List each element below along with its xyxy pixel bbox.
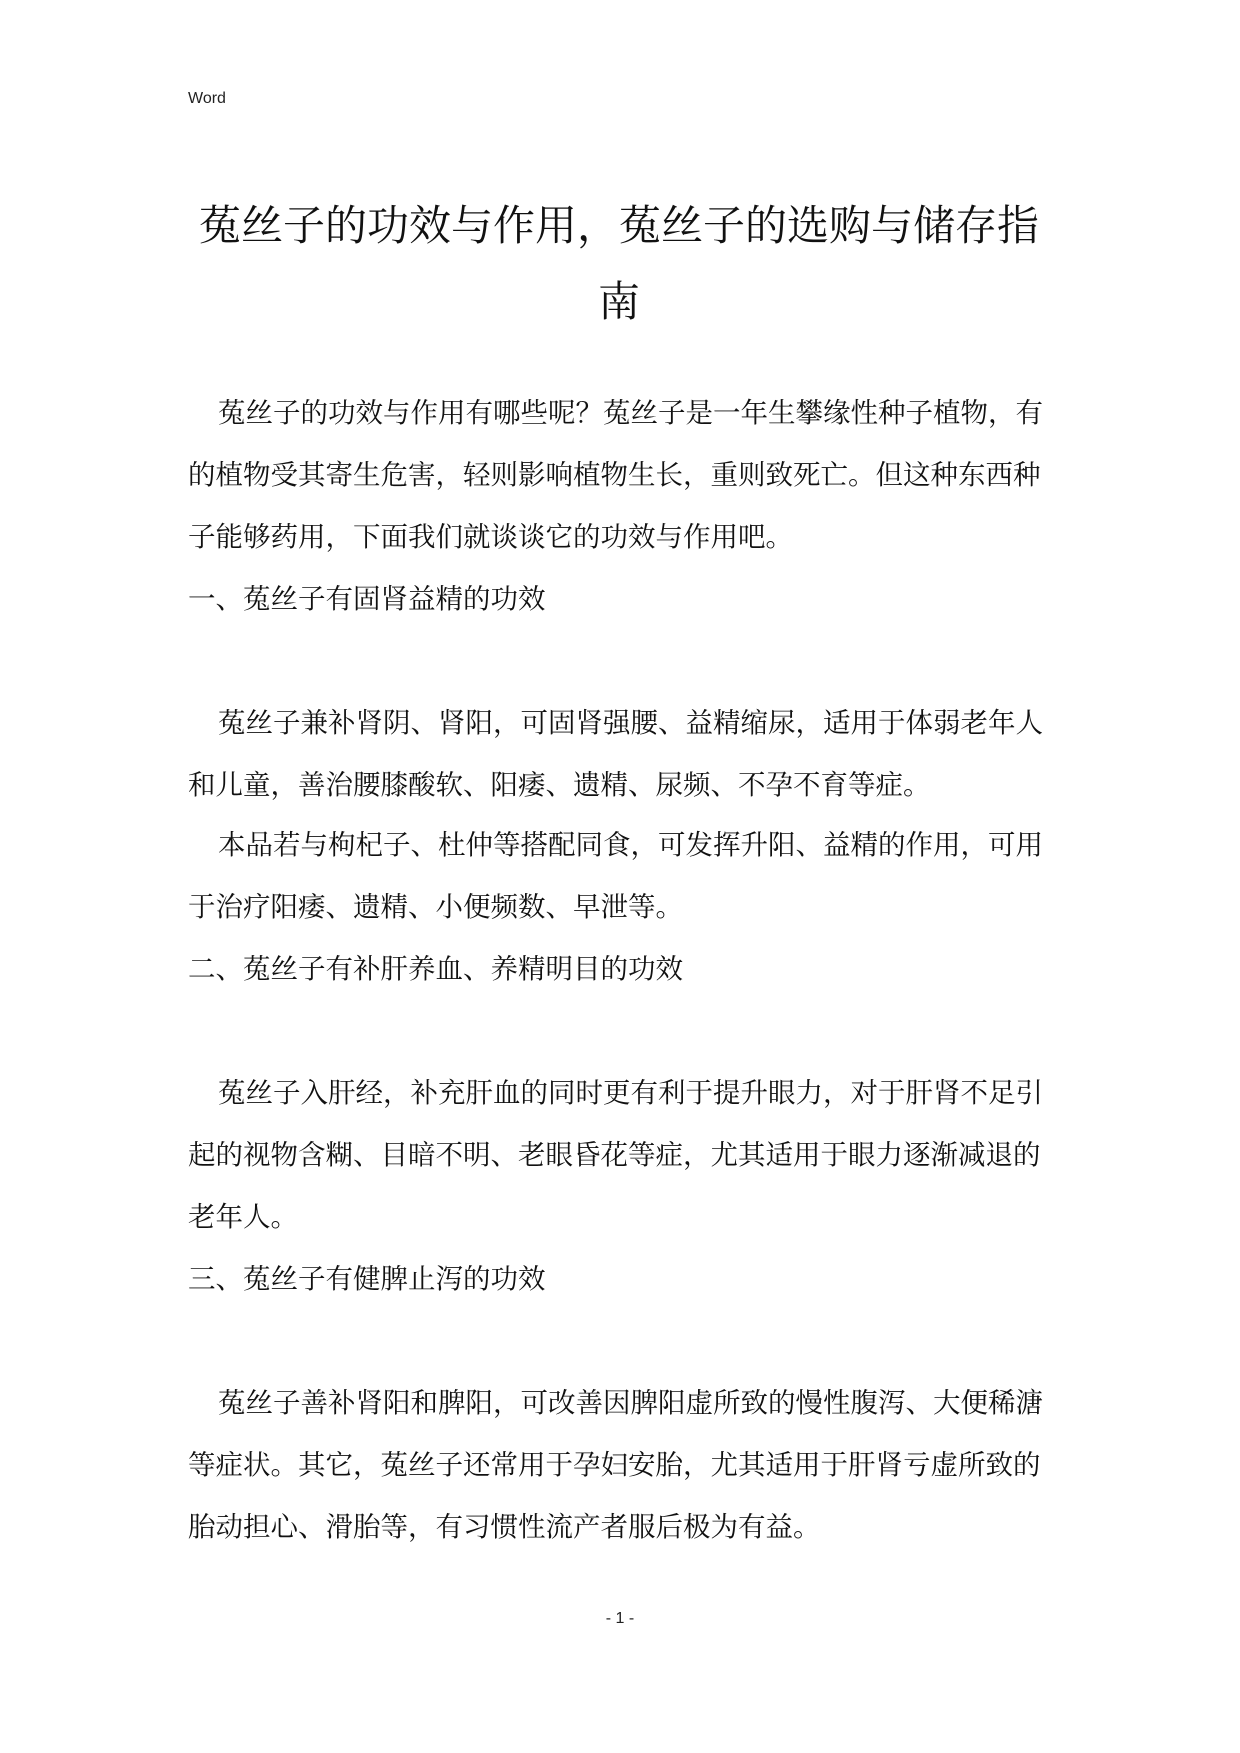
intro-paragraph: 菟丝子的功效与作用有哪些呢？菟丝子是一年生攀缘性种子植物，有的植物受其寄生危害，轻则影响植物生长，重则致死亡。但这种东西种子能够药用，下面我们就谈谈它的功效与作用吧。 bbox=[188, 397, 1043, 553]
document-body bbox=[188, 382, 1050, 1558]
section-heading-2: 二、菟丝子有补肝养血、养精明目的功效 bbox=[188, 953, 683, 985]
page-title: 菟丝子的功效与作用，菟丝子的选购与储存指南 bbox=[198, 201, 1039, 326]
section-2-paragraph-1: 菟丝子入肝经，补充肝血的同时更有利于提升眼力，对于肝肾不足引起的视物含糊、目暗不明、老眼昏花等症，尤其适用于眼力逐渐减退的老年人。 bbox=[188, 1077, 1043, 1233]
section-3-paragraph-1: 菟丝子善补肾阳和脾阳，可改善因脾阳虚所致的慢性腹泻、大便稀溏等症状。其它，菟丝子还常用于孕妇安胎，尤其适用于肝肾亏虚所致的胎动担心、滑胎等，有习惯性流产者服后极为有益。 bbox=[188, 1387, 1043, 1543]
page-number: - 1 - bbox=[605, 1610, 635, 1627]
section-1-paragraph-2: 本品若与枸杞子、杜仲等搭配同食，可发挥升阳、益精的作用，可用于治疗阳痿、遗精、小便频数、早泄等。 bbox=[188, 829, 1043, 923]
section-1-paragraph-1: 菟丝子兼补肾阴、肾阳，可固肾强腰、益精缩尿，适用于体弱老年人和儿童，善治腰膝酸软、阳痿、遗精、尿频、不孕不育等症。 bbox=[188, 707, 1043, 801]
header-label: Word bbox=[188, 90, 226, 107]
section-heading-3: 三、菟丝子有健脾止泻的功效 bbox=[188, 1263, 546, 1295]
section-heading-1: 一、菟丝子有固肾益精的功效 bbox=[188, 583, 546, 615]
